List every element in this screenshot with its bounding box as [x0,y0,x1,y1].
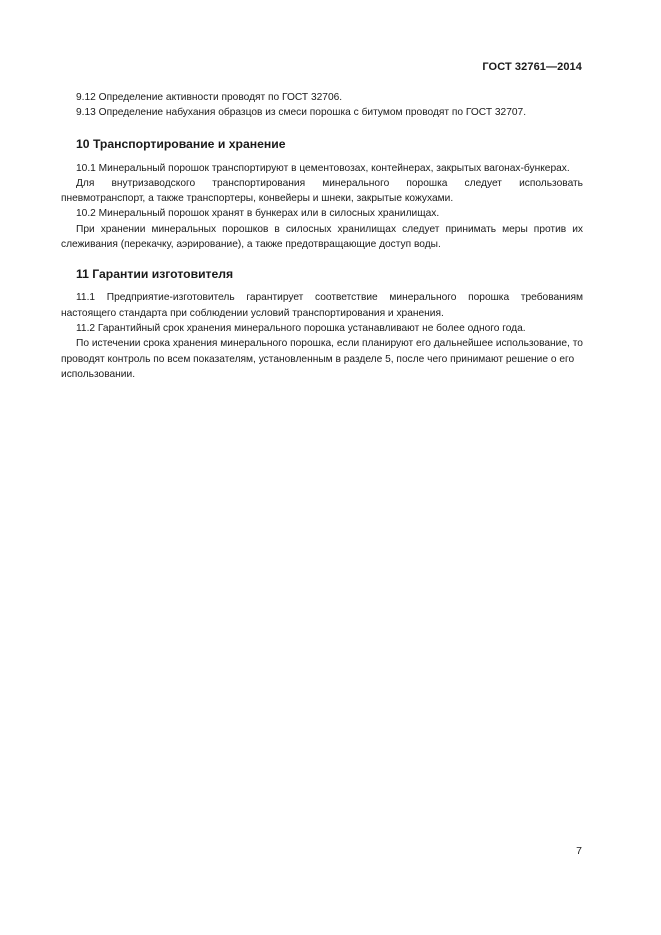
paragraph-10-1-cont: Для внутризаводского транспортирования минерального порошка следует использовать пневмотранспорт, а также транспортеры, конвейеры и шнеки, закрытые кожухами. [61,177,583,205]
paragraph-10-1: 10.1 Минеральный порошок транспортируют в цементовозах, контейнерах, закрытых вагонах-бункерах. [76,162,570,174]
paragraph-9-12: 9.12 Определение активности проводят по ГОСТ 32706. [76,92,343,103]
paragraph-10-2: 10.2 Минеральный порошок хранят в бункерах или в силосных хранилищах. [76,208,440,220]
section-10-title: 10 Транспортирование и хранение [76,136,286,151]
paragraph-11-2: 11.2 Гарантийный срок хранения минерального порошка устанавливают не более одного года. [76,322,526,334]
paragraph-11-2-cont: По истечении срока хранения минерального порошка, если планируют его дальнейшее использование, то проводят контроль по всем показателям, установленным в разделе 5, после чего принимают решение о его использовании. [61,338,583,380]
paragraph-10-2-cont: При хранении минеральных порошков в силосных хранилищах следует принимать меры против их слеживания (перекачку, аэрирование), а также предотвращающие доступ воды. [61,223,583,251]
page-content [61,90,583,382]
page-number: 7 [576,845,582,857]
paragraph-11-1: 11.1 Предприятие-изготовитель гарантирует соответствие минерального порошка требованиям настоящего стандарта при соблюдении условий транспортирования и хранения. [61,292,583,319]
document-id: ГОСТ 32761—2014 [482,61,582,73]
section-11-title: 11 Гарантии изготовителя [76,267,234,282]
paragraph-9-13: 9.13 Определение набухания образцов из смеси порошка с битумом проводят по ГОСТ 32707. [76,107,527,119]
